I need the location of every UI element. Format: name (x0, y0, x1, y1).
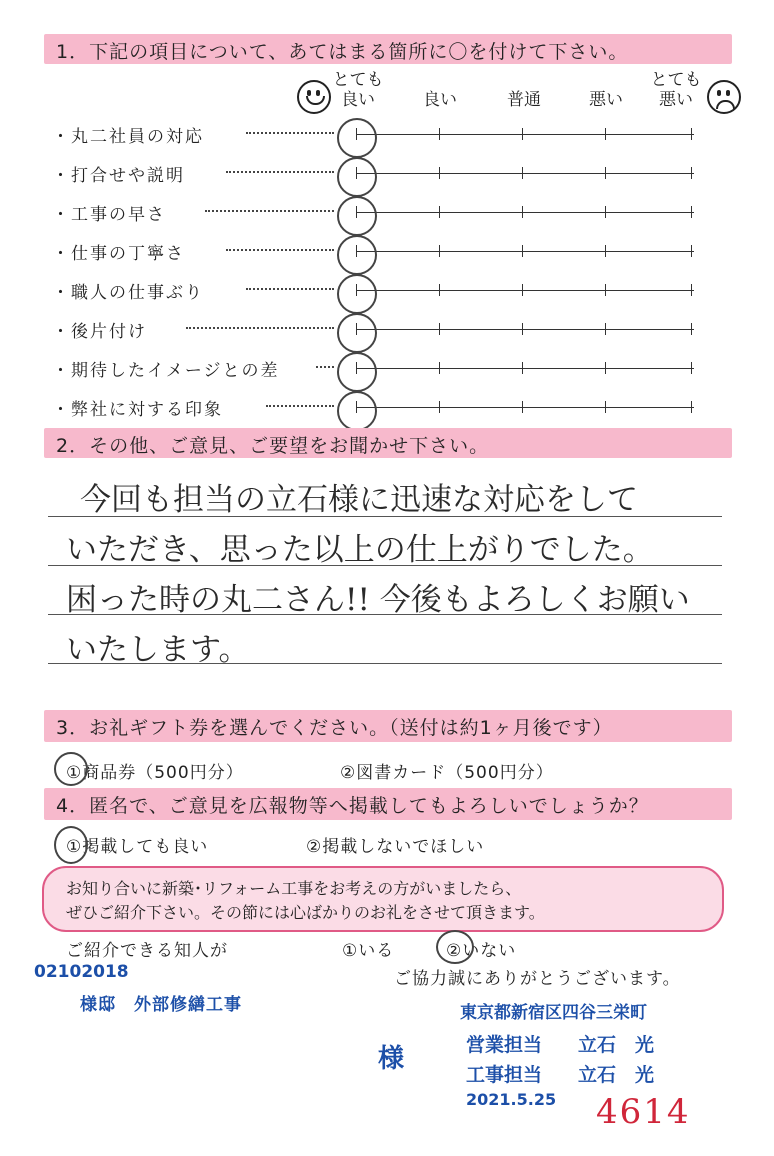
scale-label-normal: 普通 (507, 90, 541, 110)
sales-staff-name: 立石 光 (578, 1034, 655, 1056)
honorific-sama: 様 (378, 1044, 405, 1074)
handwritten-comment-line: 今回も担当の立石様に迅速な対応をして (80, 482, 638, 518)
section4-title: 4．匿名で、ご意見を広報物等へ掲載してもよろしいでしょうか？ (56, 795, 649, 817)
item-label: ・弊社に対する印象 (52, 400, 223, 420)
frowning-face-icon (707, 80, 741, 114)
handwritten-comment-line: いただき、思った以上の仕上がりでした。 (66, 532, 654, 568)
referral-option-no[interactable]: ②いない (446, 941, 517, 961)
sales-staff-label: 営業担当 (466, 1034, 543, 1056)
smiley-face-icon (297, 80, 331, 114)
item-label: ・仕事の丁寧さ (52, 244, 185, 264)
item-label: ・工事の早さ (52, 205, 166, 225)
construction-staff-label: 工事担当 (466, 1064, 543, 1086)
item-label: ・打合せや説明 (52, 166, 185, 186)
handwritten-red-number: 4614 (596, 1092, 691, 1132)
rating-circle-mark[interactable] (337, 235, 377, 275)
section2-header (44, 428, 732, 458)
handwritten-comment-line: いたします。 (66, 632, 250, 668)
construction-staff-name: 立石 光 (578, 1064, 655, 1086)
rating-circle-mark[interactable] (337, 352, 377, 392)
rating-circle-mark[interactable] (337, 196, 377, 236)
thank-you-message: ご協力誠にありがとうございます。 (394, 969, 681, 989)
referral-question: ご紹介できる知人が (66, 941, 228, 961)
rating-circle-mark[interactable] (337, 313, 377, 353)
section1-title: 1．下記の項目について、あてはまる箇所に〇を付けて下さい。 (56, 41, 629, 63)
selection-circle-mark (436, 930, 474, 964)
handwritten-comment-line: 困った時の丸二さん!! 今後もよろしくお願い (66, 582, 690, 618)
rating-circle-mark[interactable] (337, 157, 377, 197)
section2-title: 2．その他、ご意見、ご要望をお聞かせ下さい。 (56, 435, 490, 457)
scale-label-very-bad: とても 悪い (650, 70, 702, 110)
referral-notice-line: お知り合いに新築･リフォーム工事をお考えの方がいましたら、 (66, 879, 522, 898)
section4-header (44, 788, 732, 820)
section3-header (44, 710, 732, 742)
rating-circle-mark[interactable] (337, 391, 377, 431)
publish-option-ok[interactable]: ①掲載しても良い (66, 837, 209, 857)
project-name: 様邸 外部修繕工事 (80, 995, 242, 1015)
referral-notice-box (42, 866, 724, 932)
gift-option-product-voucher[interactable]: ①商品券（500円分） (66, 763, 244, 783)
customer-code: 02102018 (34, 962, 129, 982)
scale-label-very-good: とても 良い (332, 70, 384, 110)
selection-circle-mark (54, 826, 88, 864)
selection-circle-mark (54, 752, 88, 786)
item-label: ・職人の仕事ぶり (52, 283, 204, 303)
rating-circle-mark[interactable] (337, 118, 377, 158)
rating-circle-mark[interactable] (337, 274, 377, 314)
scale-label-good: 良い (423, 90, 457, 110)
item-label: ・期待したイメージとの差 (52, 361, 280, 381)
gift-option-book-card[interactable]: ②図書カード（500円分） (340, 763, 554, 783)
referral-option-yes[interactable]: ①いる (342, 941, 395, 961)
referral-notice-line: ぜひご紹介下さい。その節には心ばかりのお礼をさせて頂きます。 (66, 903, 545, 922)
scale-label-bad: 悪い (589, 90, 623, 110)
item-label: ・丸二社員の対応 (52, 127, 204, 147)
item-label: ・後片付け (52, 322, 147, 342)
publish-option-no[interactable]: ②掲載しないでほしい (306, 837, 485, 857)
stamp-date: 2021.5.25 (466, 1090, 557, 1109)
section3-title: 3．お礼ギフト券を選んでください。（送付は約1ヶ月後です） (56, 717, 613, 739)
company-address: 東京都新宿区四谷三栄町 (460, 1003, 647, 1023)
section1-header (44, 34, 732, 64)
